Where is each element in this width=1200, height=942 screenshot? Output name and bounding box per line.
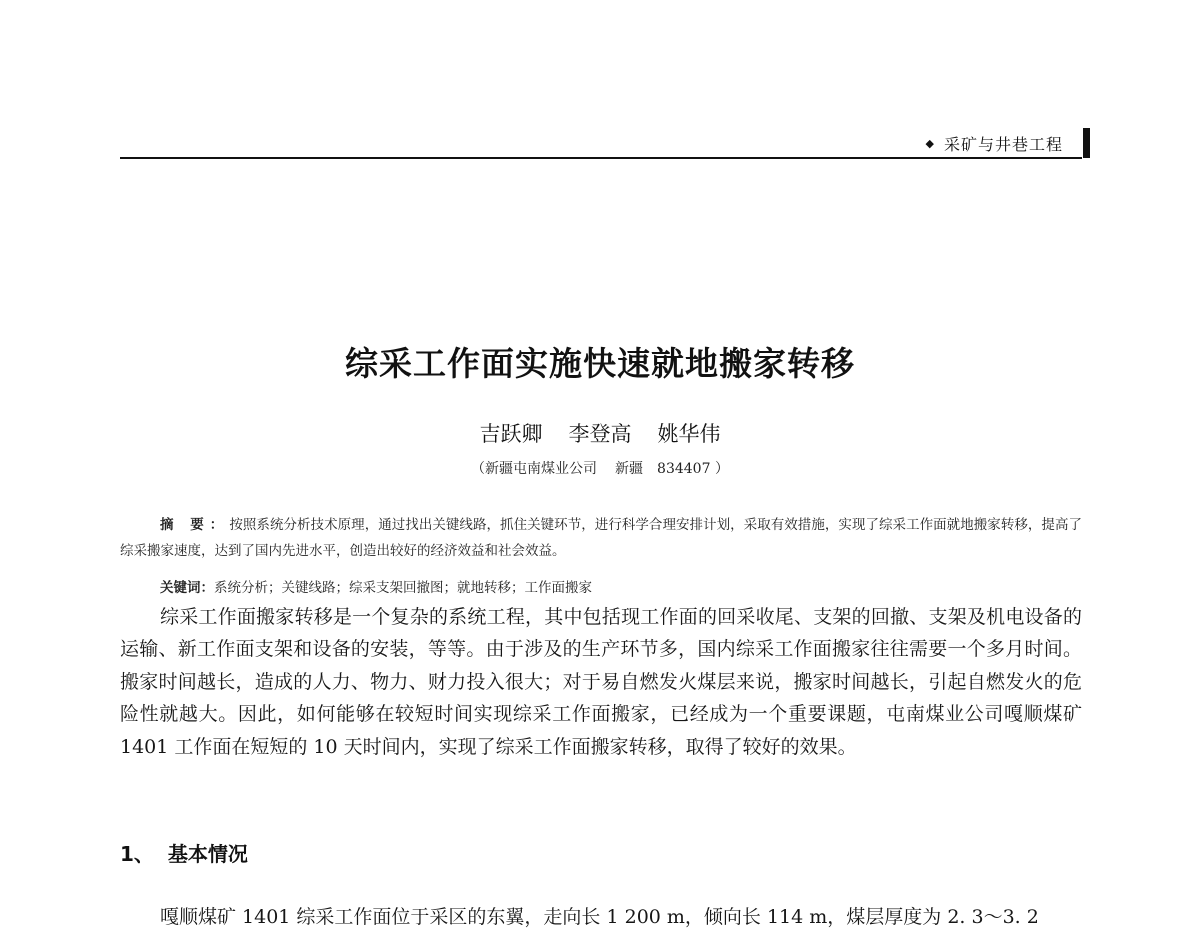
- section-title: 基本情况: [167, 842, 248, 866]
- running-head: [926, 128, 1090, 158]
- intro-paragraph: 综采工作面搬家转移是一个复杂的系统工程，其中包括现工作面的回采收尾、支架的回撤、支架及机电设备的运输、新工作面支架和设备的安装，等等。由于涉及的生产环节多，国内综采工作面搬家往往需要一个多月时间。搬家时间越长，造成的人力、物力、财力投入很大；对于易自燃发火煤层来说，搬家时间越长，引起自燃发火的危险性就越大。因此，如何能够在较短时间实现综采工作面搬家，已经成为一个重要课题，屯南煤业公司嘎顺煤矿 1401 工作面在短短的 10 天时间内，实现了综采工作面搬家转移，取得了较好的效果。: [120, 606, 1082, 758]
- abstract-label: 摘 要：: [160, 517, 230, 533]
- keywords-label: 关键词：: [160, 580, 214, 596]
- diamond-bullet-icon: ◆: [925, 136, 934, 150]
- author-name: 姚华伟: [657, 422, 721, 446]
- author-list: [0, 418, 1200, 448]
- affiliation-org: （新疆屯南煤业公司: [471, 461, 598, 477]
- tab-block: [1083, 128, 1090, 158]
- keywords: [160, 576, 592, 596]
- abstract: [120, 512, 1082, 564]
- section-heading: [120, 838, 248, 867]
- author-name: 李登高: [568, 422, 632, 446]
- keywords-text: 系统分析；关键线路；综采支架回撤图；就地转移；工作面搬家: [214, 580, 592, 596]
- abstract-body: [120, 512, 1082, 564]
- section-label: 采矿与井巷工程: [943, 134, 1063, 154]
- affiliation-postcode: 834407 ）: [657, 461, 729, 477]
- header-rule: [120, 157, 1082, 159]
- article-title: 综采工作面实施快速就地搬家转移: [345, 344, 855, 383]
- abstract-text: 按照系统分析技术原理，通过找出关键线路，抓住关键环节，进行科学合理安排计划，采取有效措施，实现了综采工作面就地搬家转移，提高了综采搬家速度，达到了国内先进水平，创造出较好的经济效益和社会效益。: [120, 517, 1082, 559]
- affiliation: [0, 458, 1200, 478]
- section-number: 1、: [120, 842, 154, 866]
- affiliation-place: 新疆: [615, 461, 644, 477]
- section-paragraph: 嘎顺煤矿 1401 综采工作面位于采区的东翼，走向长 1 200 m，倾向长 114 m，煤层厚度为 2. 3～3. 2: [160, 906, 1039, 928]
- author-name: 吉跃卿: [479, 422, 543, 446]
